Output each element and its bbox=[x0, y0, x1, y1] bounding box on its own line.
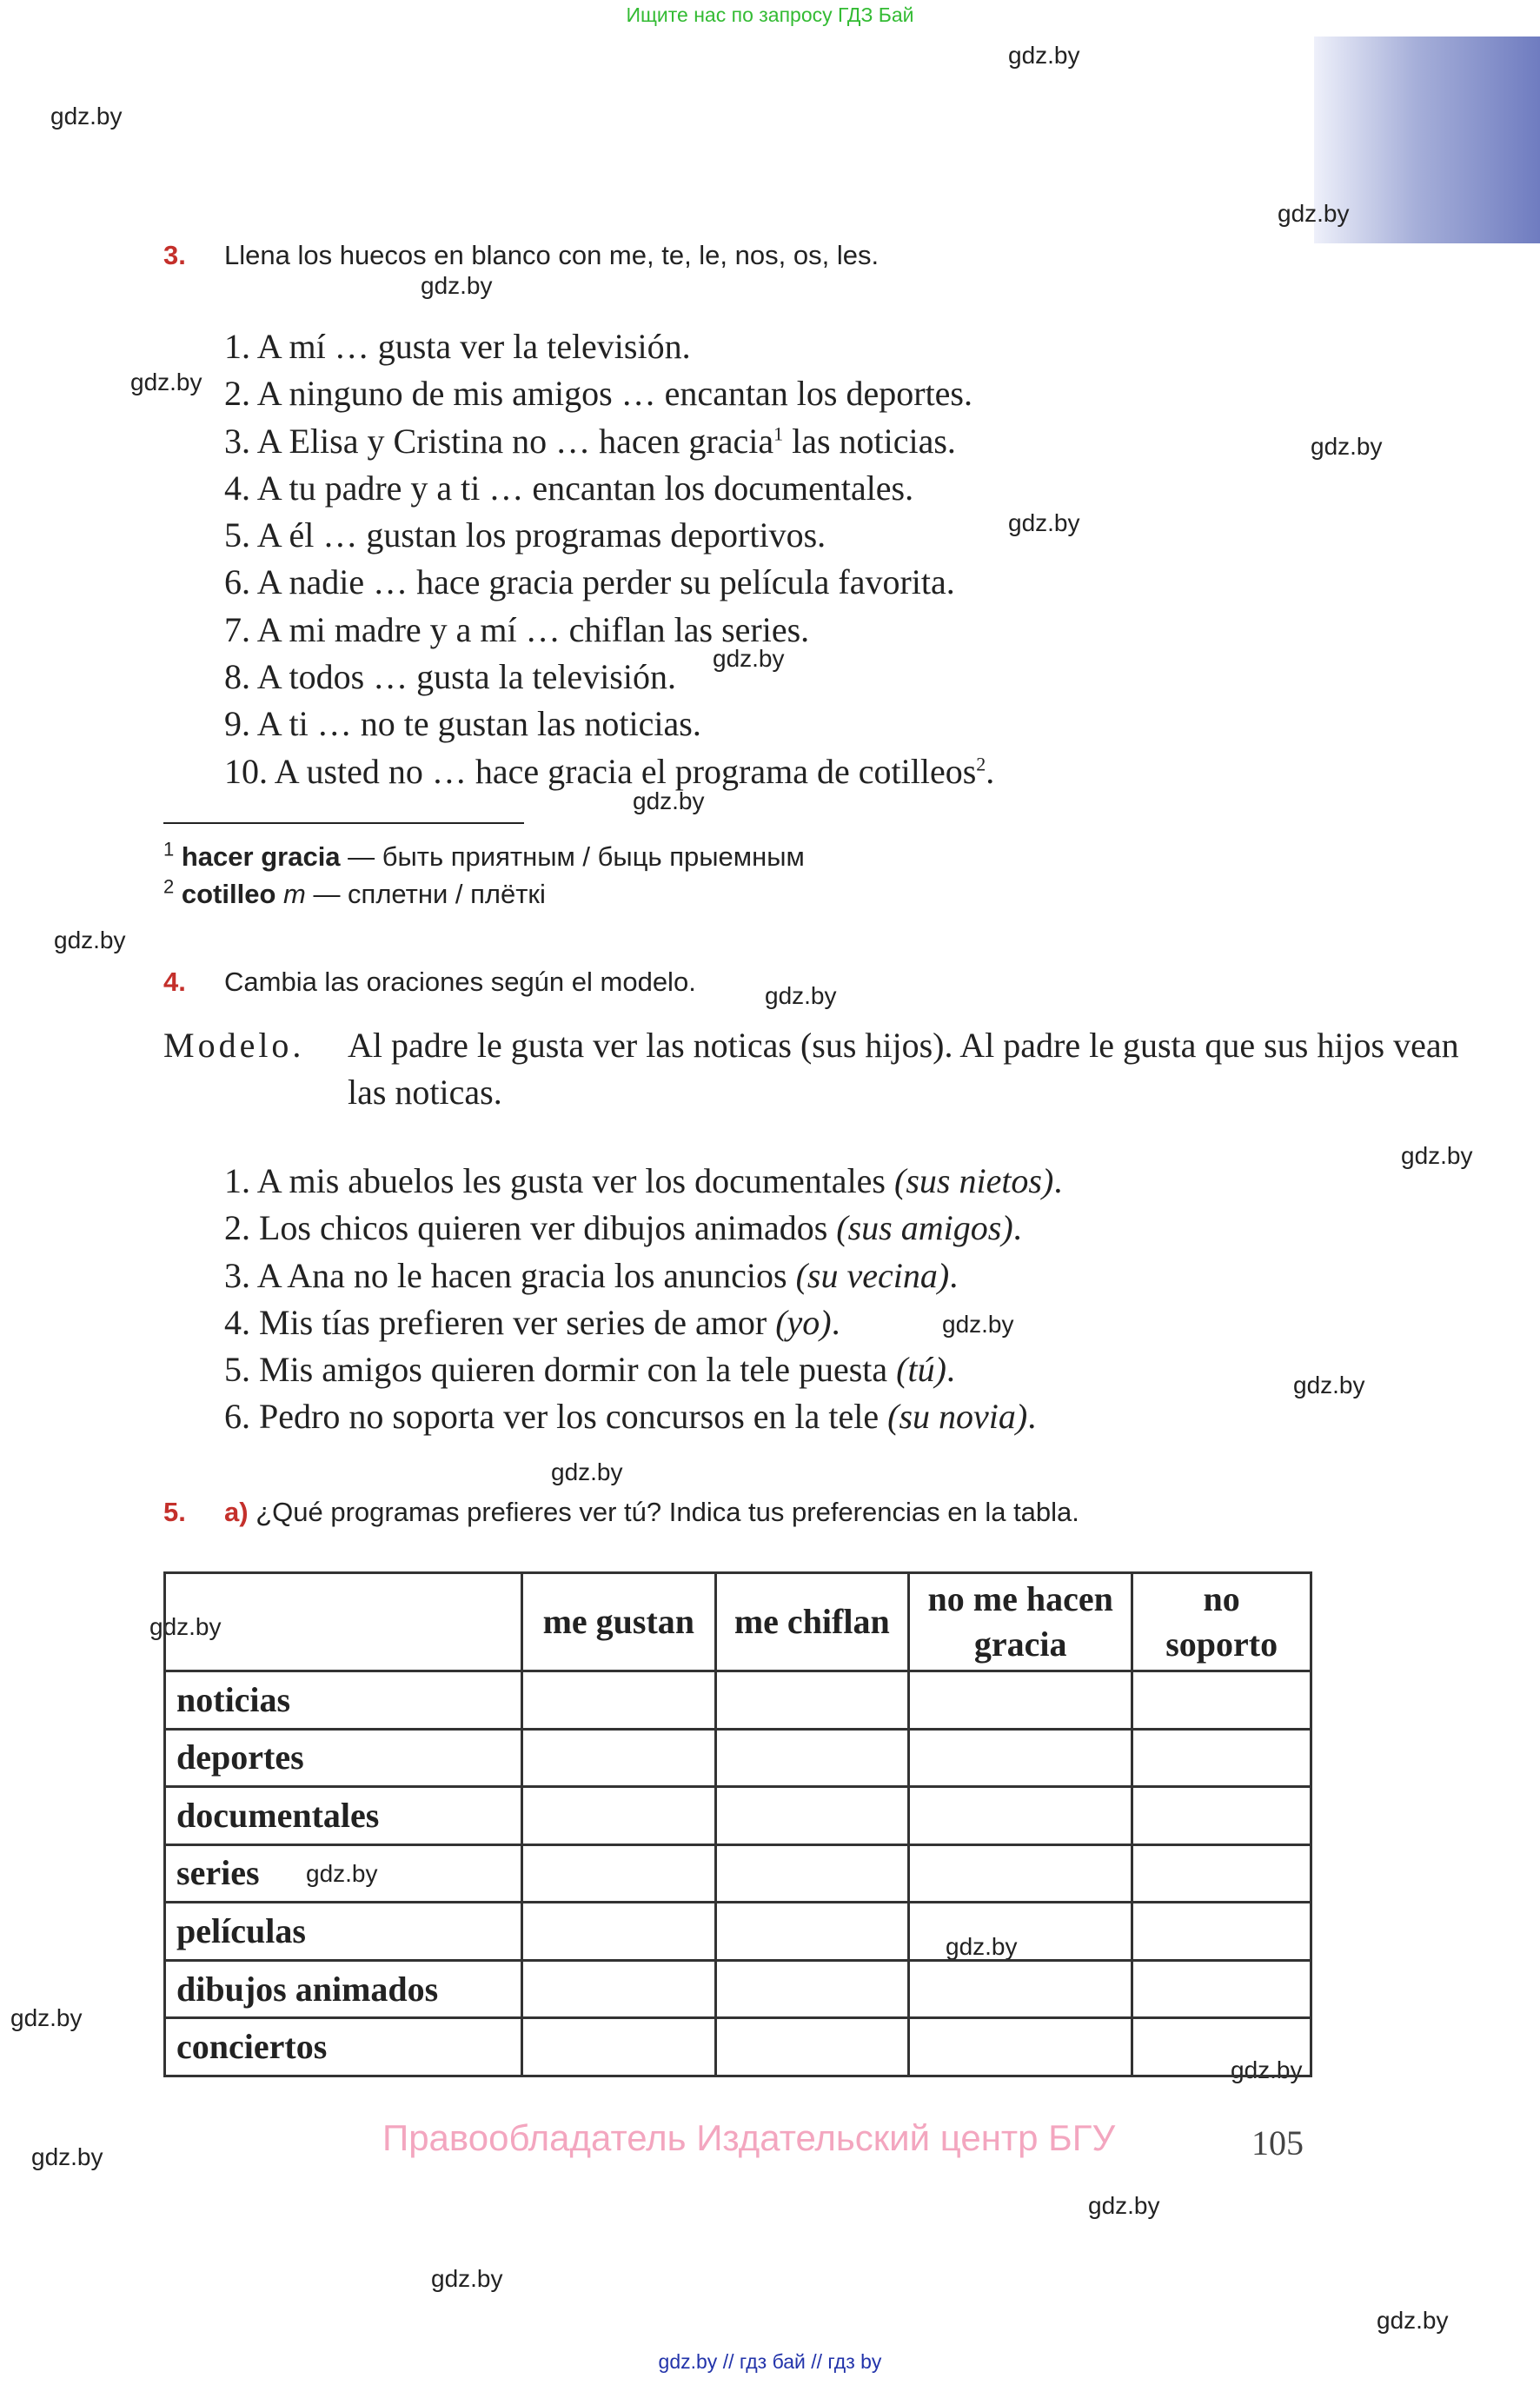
exercise-5-instruction: a) ¿Qué programas prefieres ver tú? Indica tus preferencias en la tabla. bbox=[224, 1497, 1079, 1527]
row-label: deportes bbox=[165, 1729, 522, 1787]
table-cell[interactable] bbox=[522, 1671, 715, 1730]
list-item: 7. A mi madre y a mí … chiflan las series. bbox=[224, 609, 810, 649]
table-cell[interactable] bbox=[1132, 1729, 1311, 1787]
watermark: gdz.by bbox=[633, 787, 705, 814]
table-cell[interactable] bbox=[1132, 1671, 1311, 1730]
watermark: gdz.by bbox=[149, 1613, 222, 1640]
table-cell[interactable] bbox=[715, 1671, 909, 1730]
list-item: 6. Pedro no soporta ver los concursos en la tele (su novia). bbox=[224, 1397, 1037, 1437]
list-item: 5. A él … gustan los programas deportivos. bbox=[224, 515, 826, 555]
list-item: 4. A tu padre y a ti … encantan los documentales. bbox=[224, 468, 914, 508]
row-label: conciertos bbox=[165, 2018, 522, 2076]
watermark: gdz.by bbox=[765, 982, 837, 1009]
table-cell[interactable] bbox=[715, 2018, 909, 2076]
watermark: gdz.by bbox=[713, 645, 785, 672]
exercise-3-instruction: Llena los huecos en blanco con me, te, le, nos, os, les. bbox=[224, 240, 880, 270]
watermark: gdz.by bbox=[1008, 509, 1080, 536]
watermark: gdz.by bbox=[431, 2265, 503, 2292]
table-cell[interactable] bbox=[909, 1960, 1132, 2018]
table-cell[interactable] bbox=[909, 1844, 1132, 1903]
table-cell[interactable] bbox=[909, 1671, 1132, 1730]
row-label: dibujos animados bbox=[165, 1960, 522, 2018]
model-text: Al padre le gusta ver las noticas (sus hijos). Al padre le gusta que sus hijos vean las noticas. bbox=[348, 1026, 1459, 1112]
preferences-table bbox=[163, 1571, 1312, 2077]
watermark: gdz.by bbox=[946, 1933, 1018, 1960]
list-item: 2. Los chicos quieren ver dibujos animados (sus amigos). bbox=[224, 1208, 1022, 1248]
table-header-cell: me chiflan bbox=[715, 1573, 909, 1671]
table-row bbox=[165, 1844, 1311, 1903]
page-number: 105 bbox=[1251, 2123, 1304, 2162]
model-label: Modelo. bbox=[163, 1026, 305, 1065]
watermark: gdz.by bbox=[10, 2004, 83, 2031]
watermark: gdz.by bbox=[1231, 2056, 1303, 2083]
list-item: 9. A ti … no te gustan las noticias. bbox=[224, 704, 701, 744]
table-header-cell bbox=[165, 1573, 522, 1671]
top-link[interactable]: Ищите нас по запросу ГДЗ Бай bbox=[626, 3, 914, 26]
list-item: 4. Mis tías prefieren ver series de amor (yo). bbox=[224, 1302, 840, 1342]
watermark: gdz.by bbox=[551, 1458, 623, 1485]
table-row bbox=[165, 1960, 1311, 2018]
row-label: documentales bbox=[165, 1787, 522, 1845]
table-cell[interactable] bbox=[522, 1960, 715, 2018]
list-item: 3. A Ana no le hacen gracia los anuncios (su vecina). bbox=[224, 1255, 959, 1295]
table-row bbox=[165, 1729, 1311, 1787]
list-item: 2. A ninguno de mis amigos … encantan los deportes. bbox=[224, 374, 972, 414]
table-row bbox=[165, 1903, 1311, 1961]
table-header-cell: no soporto bbox=[1132, 1573, 1311, 1671]
row-label: películas bbox=[165, 1903, 522, 1961]
table-cell[interactable] bbox=[522, 1844, 715, 1903]
table-cell[interactable] bbox=[909, 1729, 1132, 1787]
footnote-rule bbox=[163, 822, 524, 824]
list-item: 3. A Elisa y Cristina no … hacen gracia$^1$ las noticias. bbox=[224, 421, 956, 461]
table-cell[interactable] bbox=[909, 1903, 1132, 1961]
exercise-4-items bbox=[224, 1158, 1062, 1441]
list-item: 5. Mis amigos quieren dormir con la tele puesta (tú). bbox=[224, 1350, 955, 1390]
table-cell[interactable] bbox=[909, 1787, 1132, 1845]
watermark: gdz.by bbox=[1008, 42, 1080, 69]
watermark: gdz.by bbox=[306, 1860, 378, 1887]
table-row bbox=[165, 1787, 1311, 1845]
table-cell[interactable] bbox=[715, 1787, 909, 1845]
table-cell[interactable] bbox=[1132, 1787, 1311, 1845]
watermark: gdz.by bbox=[1088, 2192, 1160, 2219]
table-header-row bbox=[165, 1573, 1311, 1671]
table-cell[interactable] bbox=[522, 2018, 715, 2076]
table-cell[interactable] bbox=[715, 1729, 909, 1787]
table-cell[interactable] bbox=[715, 1844, 909, 1903]
watermark: gdz.by bbox=[31, 2143, 103, 2170]
exercise-4-instruction: Cambia las oraciones según el modelo. bbox=[224, 967, 696, 997]
table-header-cell: me gustan bbox=[522, 1573, 715, 1671]
watermark: gdz.by bbox=[1311, 433, 1383, 460]
table-cell[interactable] bbox=[1132, 1844, 1311, 1903]
watermark: gdz.by bbox=[1401, 1142, 1473, 1169]
bottom-links[interactable]: gdz.by // гдз бай // гдз by bbox=[658, 2350, 882, 2373]
footnote-1: $^1$ hacer gracia — быть приятным / быць прыемным bbox=[163, 838, 805, 872]
row-label: noticias bbox=[165, 1671, 522, 1730]
table-cell[interactable] bbox=[715, 1903, 909, 1961]
watermark: gdz.by bbox=[54, 927, 126, 953]
list-item: 6. A nadie … hace gracia perder su película favorita. bbox=[224, 562, 955, 602]
watermark: gdz.by bbox=[130, 369, 202, 395]
watermark: gdz.by bbox=[942, 1311, 1014, 1338]
watermark: gdz.by bbox=[1278, 200, 1350, 227]
table-cell[interactable] bbox=[909, 2018, 1132, 2076]
table-cell[interactable] bbox=[522, 1787, 715, 1845]
table-cell[interactable] bbox=[522, 1903, 715, 1961]
watermark: gdz.by bbox=[1377, 2307, 1449, 2334]
list-item: 8. A todos … gusta la televisión. bbox=[224, 657, 676, 697]
exercise-5-number: 5. bbox=[163, 1497, 186, 1527]
list-item: 1. A mí … gusta ver la televisión. bbox=[224, 327, 691, 366]
row-label: series bbox=[165, 1844, 522, 1903]
list-item: 10. A usted no … hace gracia el programa de cotilleos$^2$. bbox=[224, 751, 995, 791]
table-cell[interactable] bbox=[1132, 1903, 1311, 1961]
copyright-notice: Правообладатель Издательский центр БГУ bbox=[382, 2117, 1116, 2158]
table-header-cell: no me hacen gracia bbox=[909, 1573, 1132, 1671]
table-cell[interactable] bbox=[1132, 2018, 1311, 2076]
list-item: 1. A mis abuelos les gusta ver los documentales (sus nietos). bbox=[224, 1161, 1063, 1200]
table-cell[interactable] bbox=[715, 1960, 909, 2018]
exercise-5-part: a) bbox=[224, 1497, 249, 1527]
watermark: gdz.by bbox=[421, 272, 493, 299]
footnote-2: $^2$ cotilleo m — сплетни / плёткі bbox=[163, 875, 546, 909]
exercise-3-items bbox=[224, 323, 994, 795]
table-row bbox=[165, 2018, 1311, 2076]
exercise-3-number: 3. bbox=[163, 240, 186, 270]
table-cell[interactable] bbox=[522, 1729, 715, 1787]
table-cell[interactable] bbox=[1132, 1960, 1311, 2018]
table-row bbox=[165, 1671, 1311, 1730]
exercise-4-number: 4. bbox=[163, 967, 186, 997]
watermark: gdz.by bbox=[50, 103, 123, 130]
watermark: gdz.by bbox=[1293, 1372, 1365, 1398]
